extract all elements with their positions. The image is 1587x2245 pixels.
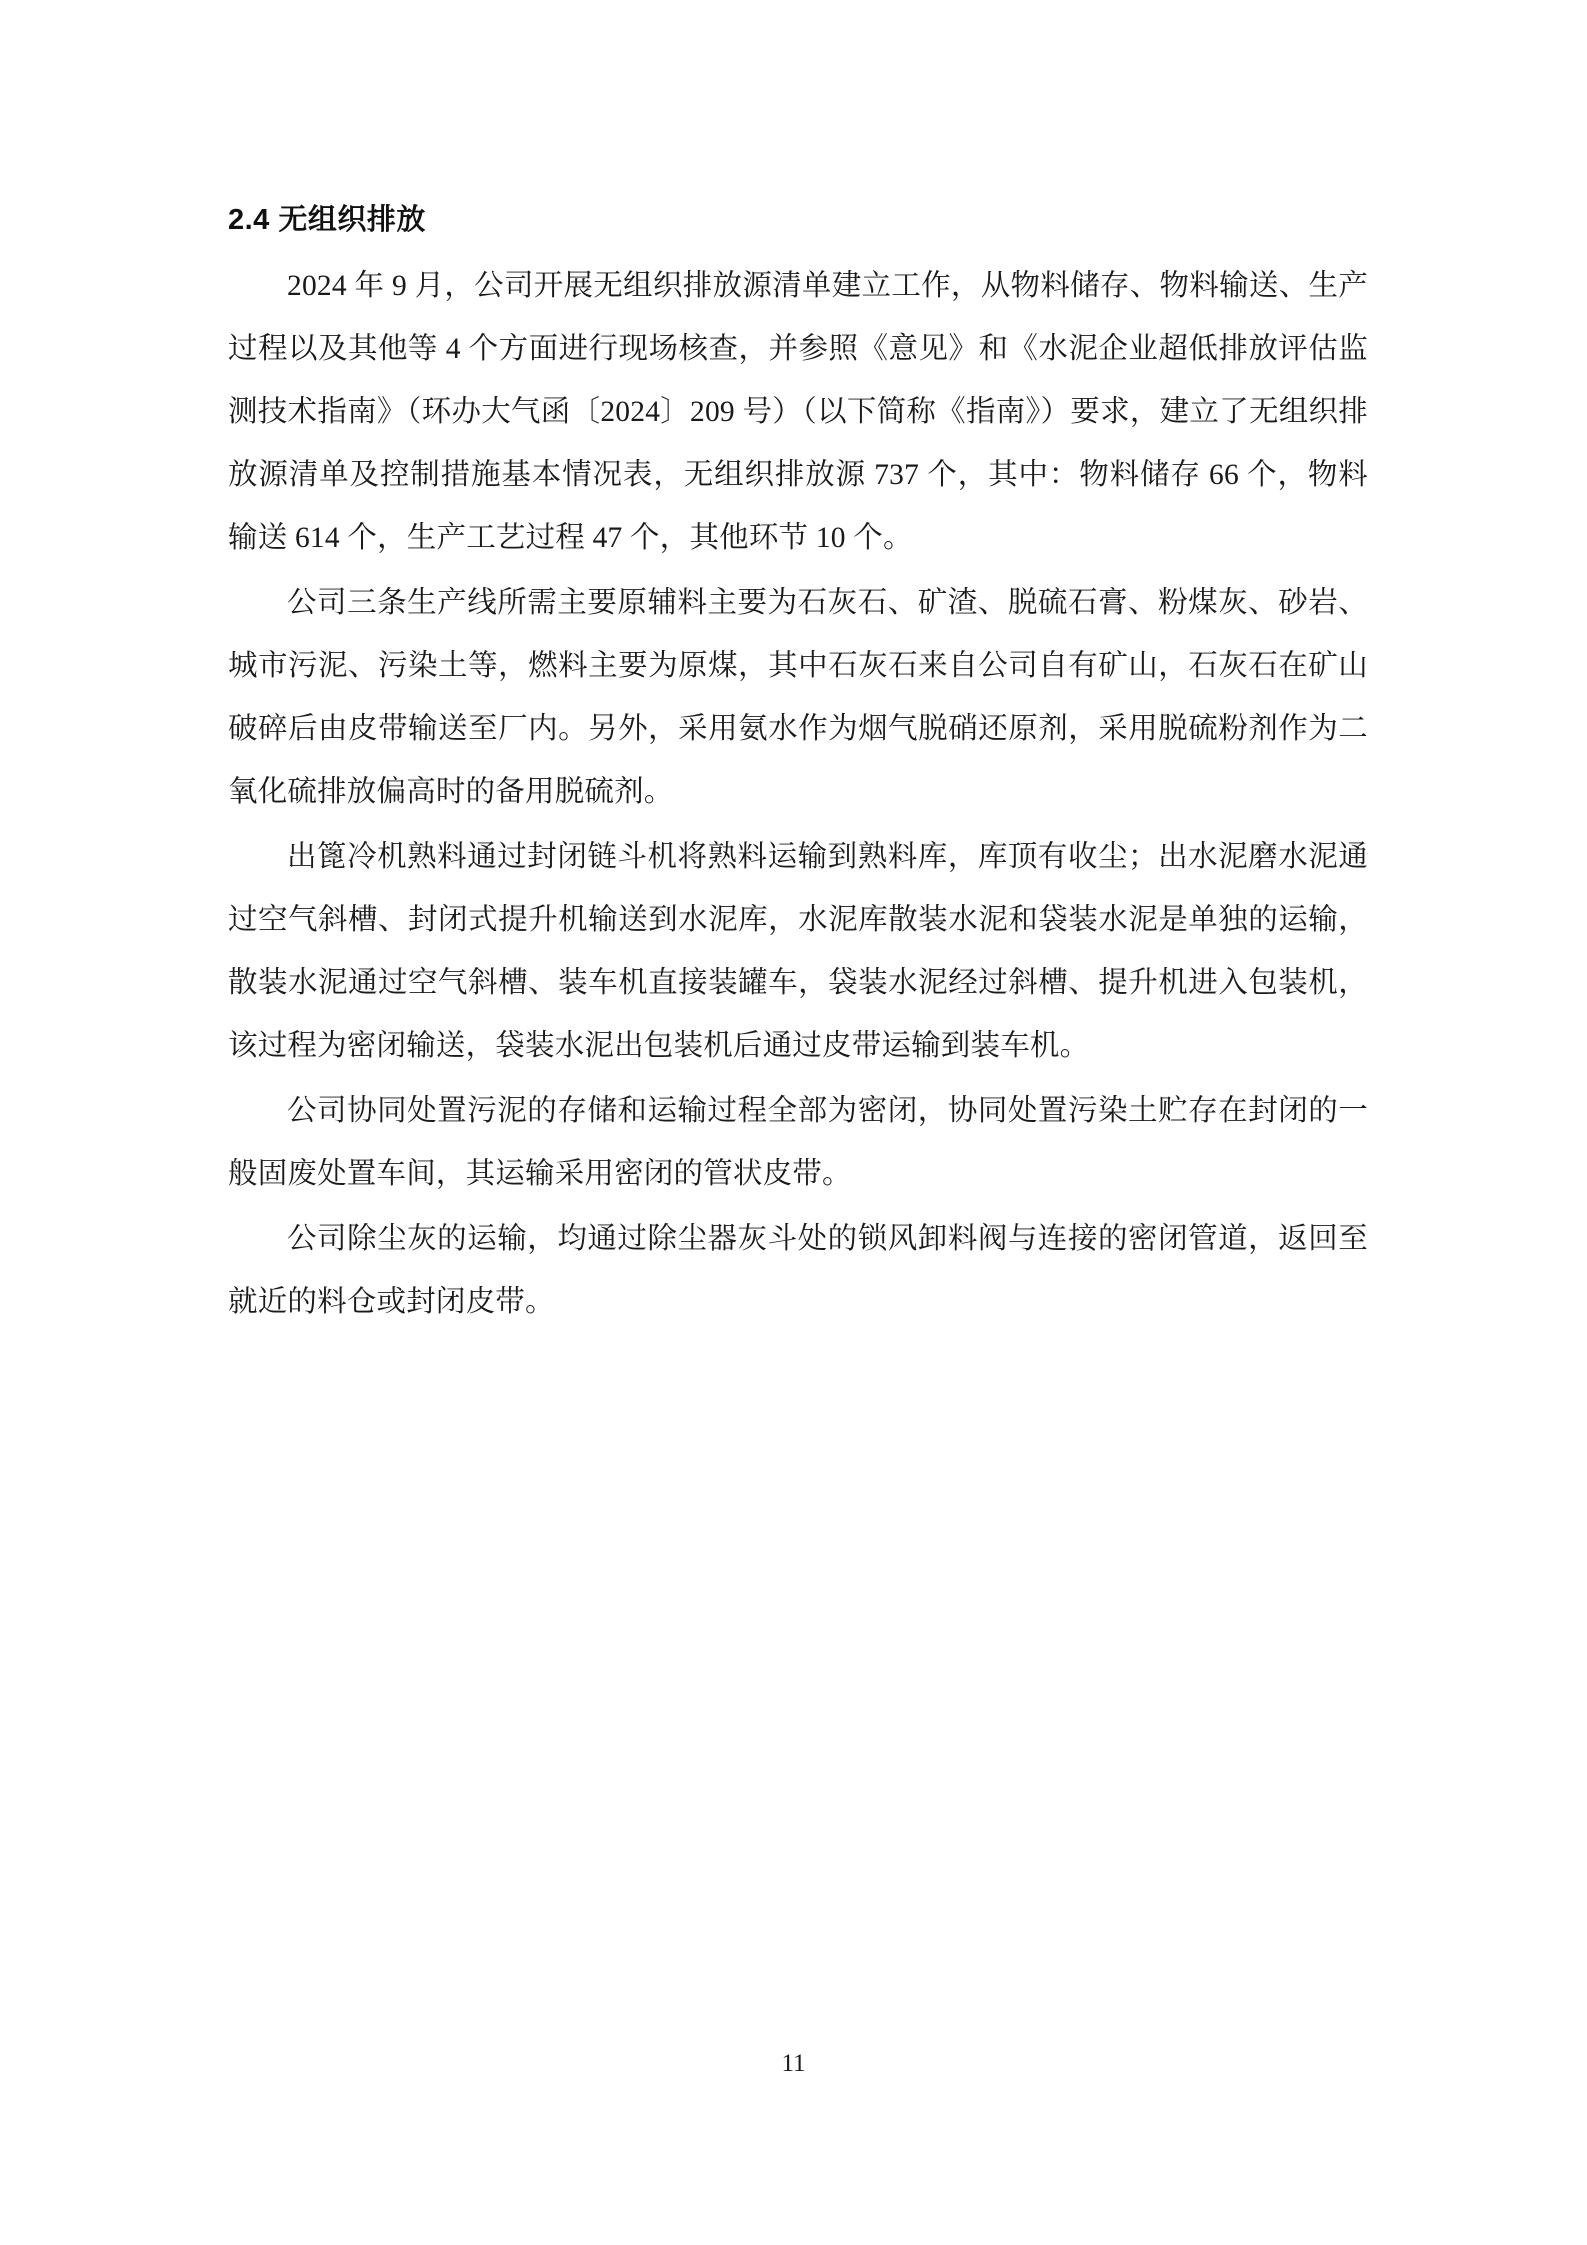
page-number: 11 bbox=[781, 2050, 806, 2077]
paragraph-3: 出篦冷机熟料通过封闭链斗机将熟料运输到熟料库，库顶有收尘；出水泥磨水泥通过空气斜槽、封闭式提升机输送到水泥库，水泥库散装水泥和袋装水泥是单独的运输，散装水泥通过空气斜槽、装车机直接装罐车，袋装水泥经过斜槽、提升机进入包装机，该过程为密闭输送，袋装水泥出包装机后通过皮带运输到装车机。 bbox=[228, 840, 1368, 1062]
paragraph-4: 公司协同处置污泥的存储和运输过程全部为密闭，协同处置污染土贮存在封闭的一般固废处置车间，其运输采用密闭的管状皮带。 bbox=[228, 1094, 1368, 1190]
section-heading: 2.4 无组织排放 bbox=[228, 204, 426, 236]
paragraph-5: 公司除尘灰的运输，均通过除尘器灰斗处的锁风卸料阀与连接的密闭管道，返回至就近的料仓或封闭皮带。 bbox=[228, 1222, 1368, 1318]
paragraph-2: 公司三条生产线所需主要原辅料主要为石灰石、矿渣、脱硫石膏、粉煤灰、砂岩、城市污泥、污染土等，燃料主要为原煤，其中石灰石来自公司自有矿山，石灰石在矿山破碎后由皮带输送至厂内。另外，采用氨水作为烟气脱硝还原剂，采用脱硫粉剂作为二氧化硫排放偏高时的备用脱硫剂。 bbox=[228, 586, 1368, 808]
paragraph-1: 2024 年 9 月，公司开展无组织排放源清单建立工作，从物料储存、物料输送、生产过程以及其他等 4 个方面进行现场核查，并参照《意见》和《水泥企业超低排放评估监测技术指南》（环办大气函〔2024〕209 号）（以下简称《指南》）要求，建立了无组织排放源清单及控制措施基本情况表，无组织排放源 737 个，其中：物料储存 66 个，物料输送 614 个，生产工艺过程 47 个，其他环节 10 个。 bbox=[228, 269, 1368, 554]
page-content bbox=[228, 200, 1368, 1336]
